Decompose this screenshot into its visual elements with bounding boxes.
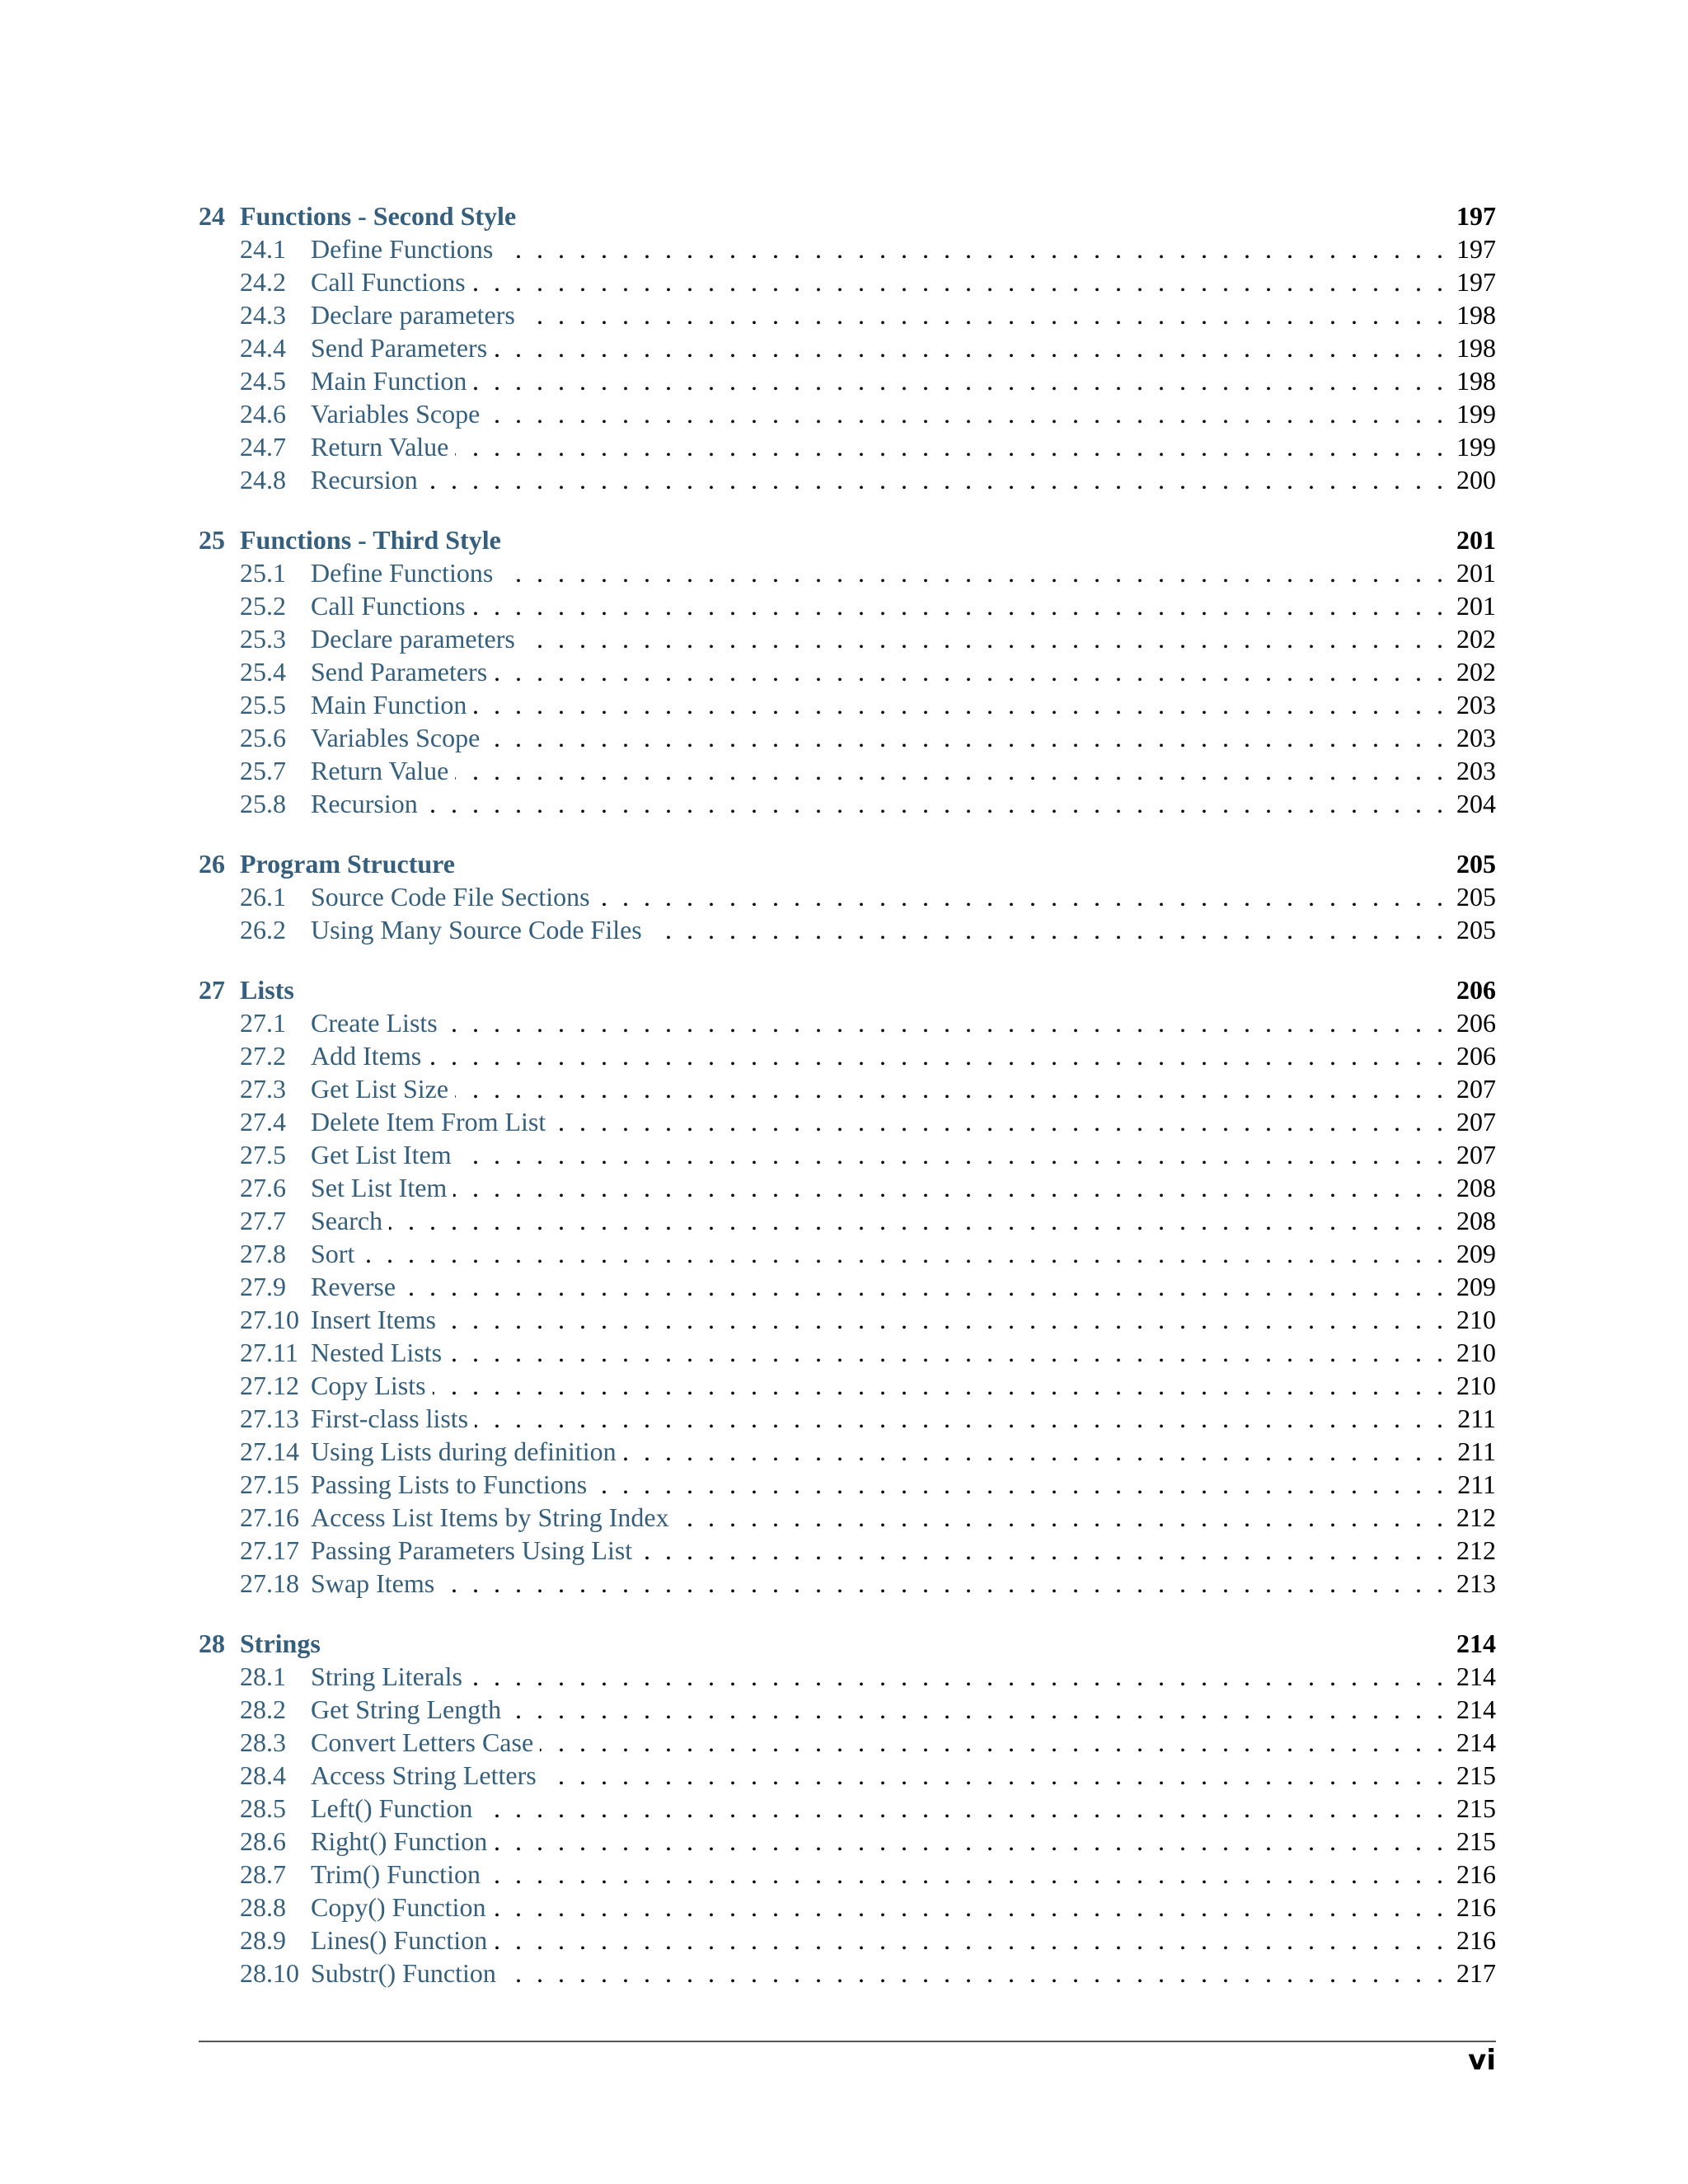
section-title: Create Lists [311,1008,438,1038]
toc-section-link[interactable] [199,688,1496,721]
section-title: Source Code File Sections [311,882,590,912]
section-page-number: 216 [1456,1892,1496,1922]
chapter-number: 27 [199,975,225,1005]
dot-leader [623,1435,1443,1468]
section-title: Convert Letters Case [311,1727,534,1757]
chapter-heading-link[interactable] [199,199,1496,232]
section-title: Copy() Function [311,1892,486,1922]
toc-section-link[interactable] [199,1825,1496,1858]
section-number: 25.1 [240,558,286,588]
toc-section-link[interactable] [199,880,1496,913]
toc-section-link[interactable] [199,1006,1496,1039]
section-page-number: 211 [1457,1436,1496,1466]
section-page-number: 202 [1456,624,1496,654]
section-page-number: 206 [1456,1041,1496,1071]
section-page-number: 209 [1456,1272,1496,1301]
section-title: First-class lists [311,1404,469,1433]
section-number: 27.9 [240,1272,286,1301]
section-page-number: 210 [1456,1305,1496,1334]
section-title: Right() Function [311,1826,488,1856]
section-number: 25.7 [240,756,286,785]
toc-section-link[interactable] [199,1858,1496,1891]
dot-leader [676,1501,1443,1534]
section-title: Get List Size [311,1074,449,1104]
section-number: 24.1 [240,234,286,264]
dot-leader [503,1957,1443,1990]
toc-section-link[interactable] [199,913,1496,946]
section-number: 27.18 [240,1568,299,1598]
toc-section-link[interactable] [199,1567,1496,1600]
toc-section-link[interactable] [199,298,1496,331]
section-number: 27.15 [240,1469,299,1499]
section-number: 25.8 [240,789,286,818]
section-page-number: 217 [1456,1958,1496,1988]
section-number: 24.6 [240,399,286,429]
dot-leader [428,1039,1443,1072]
section-number: 27.7 [240,1206,286,1235]
section-page-number: 216 [1456,1859,1496,1889]
section-number: 24.3 [240,300,286,330]
section-title: Substr() Function [311,1958,496,1988]
section-page-number: 214 [1456,1727,1496,1757]
section-number: 27.4 [240,1107,286,1137]
toc-chapter [199,847,1496,946]
section-page-number: 211 [1457,1469,1496,1499]
dot-leader [499,556,1443,589]
section-title: Return Value [311,432,449,462]
section-page-number: 215 [1456,1793,1496,1823]
section-number: 24.7 [240,432,286,462]
chapter-page-number: 214 [1456,1629,1496,1658]
section-title: Access String Letters [311,1760,537,1790]
chapter-title: Strings [240,1629,321,1658]
dot-leader [402,1270,1443,1303]
section-number: 24.8 [240,465,286,494]
chapter-page-number: 197 [1456,201,1496,231]
dot-leader [472,589,1443,622]
section-title: Variables Scope [311,399,481,429]
section-page-number: 200 [1456,465,1496,494]
section-page-number: 202 [1456,657,1496,687]
toc-section-link[interactable] [199,787,1496,820]
section-number: 26.2 [240,915,286,944]
dot-leader [424,463,1443,496]
section-title: Swap Items [311,1568,435,1598]
section-title: Sort [311,1239,355,1268]
toc-section-link[interactable] [199,655,1496,688]
section-title: Nested Lists [311,1338,443,1367]
section-title: Variables Scope [311,723,481,752]
section-number: 28.2 [240,1694,286,1724]
section-page-number: 211 [1457,1404,1496,1433]
toc-section-link[interactable] [199,1693,1496,1726]
dot-leader [455,754,1443,787]
section-number: 28.1 [240,1661,286,1691]
dot-leader [441,1567,1443,1600]
toc-section-link[interactable] [199,622,1496,655]
toc-chapter [199,1627,1496,1990]
chapter-sections [199,880,1496,946]
section-title: Left() Function [311,1793,473,1823]
toc-section-link[interactable] [199,232,1496,265]
section-page-number: 197 [1456,267,1496,297]
section-title: Insert Items [311,1305,436,1334]
section-page-number: 203 [1456,690,1496,719]
section-page-number: 205 [1456,882,1496,912]
section-number: 27.1 [240,1008,286,1038]
section-title: String Literals [311,1661,462,1691]
chapter-heading-link[interactable] [199,847,1496,880]
section-title: Call Functions [311,267,466,297]
section-title: Passing Lists to Functions [311,1469,588,1499]
section-number: 28.10 [240,1958,299,1988]
section-number: 27.5 [240,1140,286,1169]
chapter-sections [199,556,1496,820]
dot-leader [479,1792,1443,1825]
section-page-number: 207 [1456,1140,1496,1169]
toc-section-link[interactable] [199,430,1496,463]
section-number: 27.2 [240,1041,286,1071]
toc-section-link[interactable] [199,1303,1496,1336]
section-number: 27.6 [240,1173,286,1202]
section-page-number: 210 [1456,1338,1496,1367]
dot-leader [494,1924,1443,1957]
section-number: 28.5 [240,1793,286,1823]
toc-section-link[interactable] [199,589,1496,622]
dot-leader [424,787,1443,820]
dot-leader [444,1006,1443,1039]
section-title: Reverse [311,1272,396,1301]
section-number: 27.11 [240,1338,298,1367]
toc-section-link[interactable] [199,331,1496,364]
section-number: 27.12 [240,1371,299,1400]
section-page-number: 204 [1456,789,1496,818]
toc-section-link[interactable] [199,1072,1496,1105]
section-number: 27.3 [240,1074,286,1104]
section-page-number: 205 [1456,915,1496,944]
section-page-number: 212 [1456,1535,1496,1565]
chapter-sections [199,232,1496,496]
dot-leader [473,688,1443,721]
dot-leader [475,1402,1443,1435]
dot-leader [597,880,1443,913]
chapter-page-number: 205 [1456,849,1496,879]
chapter-sections [199,1660,1496,1990]
dot-leader [458,1138,1443,1171]
dot-leader [361,1237,1443,1270]
toc-section-link[interactable] [199,1957,1496,1990]
toc-chapter [199,973,1496,1600]
table-of-contents [199,199,1496,2017]
section-page-number: 201 [1456,591,1496,621]
toc-section-link[interactable] [199,1336,1496,1369]
footer-rule [199,2041,1496,2042]
section-title: Main Function [311,690,467,719]
section-page-number: 198 [1456,366,1496,396]
section-number: 28.3 [240,1727,286,1757]
section-number: 25.2 [240,591,286,621]
section-page-number: 212 [1456,1502,1496,1532]
dot-leader [499,232,1443,265]
dot-leader [593,1468,1443,1501]
dot-leader [522,298,1443,331]
dot-leader [448,1336,1443,1369]
section-title: Access List Items by String Index [311,1502,669,1532]
section-title: Using Many Source Code Files [311,915,642,944]
dot-leader [494,1825,1443,1858]
dot-leader [487,1858,1443,1891]
section-title: Delete Item From List [311,1107,546,1137]
section-number: 24.5 [240,366,286,396]
toc-section-link[interactable] [199,754,1496,787]
section-number: 28.6 [240,1826,286,1856]
section-page-number: 215 [1456,1826,1496,1856]
toc-chapter [199,199,1496,496]
toc-section-link[interactable] [199,1369,1496,1402]
toc-section-link[interactable] [199,364,1496,397]
section-page-number: 199 [1456,432,1496,462]
section-title: Copy Lists [311,1371,426,1400]
toc-section-link[interactable] [199,1924,1496,1957]
section-page-number: 206 [1456,1008,1496,1038]
section-page-number: 215 [1456,1760,1496,1790]
dot-leader [492,1891,1443,1924]
section-page-number: 209 [1456,1239,1496,1268]
dot-leader [508,1693,1443,1726]
toc-section-link[interactable] [199,463,1496,496]
chapter-title: Functions - Second Style [240,201,517,231]
dot-leader [443,1303,1443,1336]
dot-leader [469,1660,1443,1693]
section-title: Declare parameters [311,300,515,330]
section-title: Get String Length [311,1694,502,1724]
section-page-number: 214 [1456,1661,1496,1691]
section-number: 25.3 [240,624,286,654]
toc-section-link[interactable] [199,1237,1496,1270]
section-page-number: 216 [1456,1925,1496,1955]
section-title: Send Parameters [311,333,488,363]
section-title: Define Functions [311,234,494,264]
toc-section-link[interactable] [199,1204,1496,1237]
dot-leader [486,397,1443,430]
section-title: Send Parameters [311,657,488,687]
section-page-number: 203 [1456,723,1496,752]
section-number: 27.17 [240,1535,299,1565]
section-title: Set List Item [311,1173,448,1202]
section-number: 24.2 [240,267,286,297]
dot-leader [540,1726,1443,1759]
section-page-number: 207 [1456,1107,1496,1137]
section-page-number: 208 [1456,1173,1496,1202]
section-number: 27.14 [240,1436,299,1466]
section-number: 26.1 [240,882,286,912]
dot-leader [455,1072,1443,1105]
dot-leader [494,655,1443,688]
dot-leader [472,265,1443,298]
toc-section-link[interactable] [199,1759,1496,1792]
page-number: vi [1468,2044,1496,2077]
toc-section-link[interactable] [199,1660,1496,1693]
section-number: 28.9 [240,1925,286,1955]
toc-section-link[interactable] [199,1435,1496,1468]
section-page-number: 207 [1456,1074,1496,1104]
toc-section-link[interactable] [199,265,1496,298]
section-title: Passing Parameters Using List [311,1535,633,1565]
section-page-number: 201 [1456,558,1496,588]
section-number: 27.13 [240,1404,299,1433]
chapter-title: Program Structure [240,849,455,879]
section-page-number: 198 [1456,300,1496,330]
section-page-number: 203 [1456,756,1496,785]
dot-leader [522,622,1443,655]
chapter-title: Lists [240,975,294,1005]
section-title: Recursion [311,789,418,818]
section-number: 25.4 [240,657,286,687]
dot-leader [473,364,1443,397]
section-title: Return Value [311,756,449,785]
chapter-number: 26 [199,849,225,879]
chapter-page-number: 201 [1456,525,1496,555]
toc-section-link[interactable] [199,1105,1496,1138]
dot-leader [389,1204,1443,1237]
dot-leader [453,1171,1443,1204]
section-number: 27.8 [240,1239,286,1268]
chapter-title: Functions - Third Style [240,525,501,555]
section-page-number: 197 [1456,234,1496,264]
section-number: 25.5 [240,690,286,719]
toc-section-link[interactable] [199,1270,1496,1303]
dot-leader [543,1759,1443,1792]
section-title: Lines() Function [311,1925,488,1955]
section-page-number: 210 [1456,1371,1496,1400]
section-number: 25.6 [240,723,286,752]
dot-leader [455,430,1443,463]
toc-section-link[interactable] [199,1171,1496,1204]
section-title: Search [311,1206,383,1235]
chapter-heading-link[interactable] [199,523,1496,556]
section-page-number: 199 [1456,399,1496,429]
toc-section-link[interactable] [199,1726,1496,1759]
chapter-number: 28 [199,1629,225,1658]
dot-leader [494,331,1443,364]
section-number: 28.7 [240,1859,286,1889]
chapter-number: 24 [199,201,225,231]
toc-section-link[interactable] [199,721,1496,754]
toc-section-link[interactable] [199,397,1496,430]
section-number: 27.16 [240,1502,299,1532]
section-page-number: 198 [1456,333,1496,363]
toc-section-link[interactable] [199,1138,1496,1171]
section-title: Call Functions [311,591,466,621]
toc-section-link[interactable] [199,1891,1496,1924]
chapter-heading-link[interactable] [199,973,1496,1006]
section-page-number: 214 [1456,1694,1496,1724]
dot-leader [639,1534,1443,1567]
section-title: Recursion [311,465,418,494]
toc-section-link[interactable] [199,1468,1496,1501]
section-title: Using Lists during definition [311,1436,617,1466]
toc-section-link[interactable] [199,1501,1496,1534]
section-page-number: 213 [1456,1568,1496,1598]
toc-section-link[interactable] [199,556,1496,589]
section-title: Declare parameters [311,624,515,654]
section-title: Define Functions [311,558,494,588]
dot-leader [649,913,1443,946]
section-number: 28.4 [240,1760,286,1790]
section-page-number: 208 [1456,1206,1496,1235]
section-title: Add Items [311,1041,422,1071]
section-number: 24.4 [240,333,286,363]
chapter-page-number: 206 [1456,975,1496,1005]
toc-chapter [199,523,1496,820]
chapter-sections [199,1006,1496,1600]
dot-leader [486,721,1443,754]
section-title: Main Function [311,366,467,396]
dot-leader [433,1369,1443,1402]
section-title: Trim() Function [311,1859,481,1889]
section-number: 27.10 [240,1305,299,1334]
section-title: Get List Item [311,1140,452,1169]
toc-section-link[interactable] [199,1402,1496,1435]
chapter-number: 25 [199,525,225,555]
toc-section-link[interactable] [199,1039,1496,1072]
section-number: 28.8 [240,1892,286,1922]
dot-leader [552,1105,1443,1138]
toc-section-link[interactable] [199,1534,1496,1567]
toc-section-link[interactable] [199,1792,1496,1825]
chapter-heading-link[interactable] [199,1627,1496,1660]
